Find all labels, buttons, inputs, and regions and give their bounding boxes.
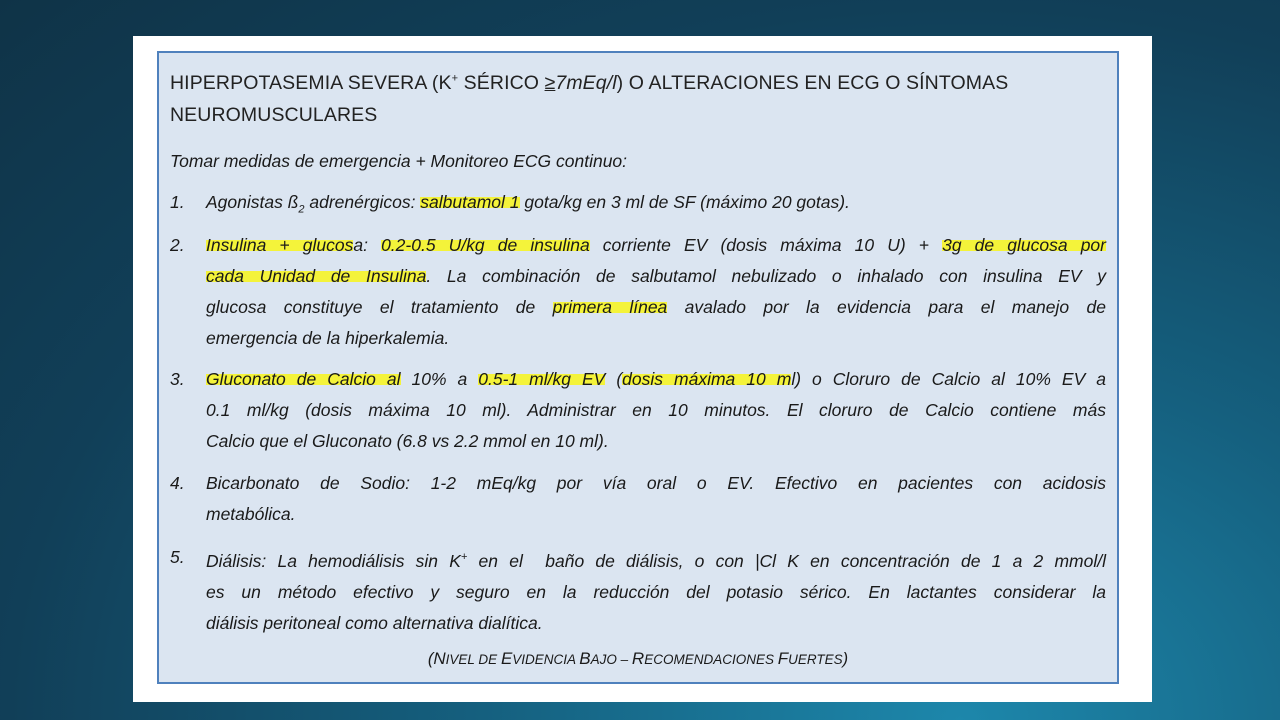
item-number: 2. (170, 235, 185, 255)
item-body (206, 364, 1106, 457)
intro-text: Tomar medidas de emergencia + Monitoreo ECG continuo: (170, 151, 628, 171)
item-number: 1. (170, 192, 185, 212)
heading-text: ) O ALTERACIONES EN ECG O SÍNTOMAS (616, 72, 1009, 94)
footer-text: VIDENCIA (512, 652, 580, 667)
item-text: 0.1 ml/kg (dosis máxima 10 ml). Administrar en 10 minutos. El cloruro de Calcio contiene más (206, 400, 1106, 420)
highlighted-text: cada Unidad de Insulina (206, 266, 427, 286)
item-number: 3. (170, 369, 185, 389)
heading-text: SÉRICO (458, 72, 545, 94)
item-text: Agonistas ß (206, 192, 299, 212)
item-body (206, 468, 1106, 530)
item-sup: + (460, 551, 468, 563)
highlighted-text: primera línea (552, 297, 668, 317)
item-number: 4. (170, 473, 185, 493)
highlighted-text: 0.2-0.5 U/kg de insulina (381, 235, 590, 255)
item-text: a: (353, 235, 382, 255)
item-text: Bicarbonato de Sodio: 1-2 mEq/kg por vía oral o EV. Efectivo en pacientes con acidosis (206, 473, 1106, 493)
item-text: 10% a (400, 369, 479, 389)
highlighted-text: Insulina + glucos (206, 235, 354, 255)
footer-paren: ( (427, 650, 434, 668)
highlighted-text: 3g de glucosa por (942, 235, 1106, 255)
list-item (170, 364, 1106, 457)
item-text: gota/kg en 3 ml de SF (máximo 20 gotas). (519, 192, 850, 212)
item-text: . La combinación de salbutamol nebulizado o inhalado con insulina EV y (426, 266, 1107, 286)
footer-text: AJO – (590, 652, 632, 667)
item-text: Diálisis: La hemodiálisis sin K (206, 550, 461, 571)
footer-text: UERTES (788, 652, 843, 667)
footer-text: N (433, 649, 446, 668)
item-number: 5. (170, 547, 185, 567)
footer-paren: ) (842, 650, 849, 668)
heading-sup: + (451, 72, 459, 85)
slide-card (133, 36, 1152, 702)
item-text: metabólica. (206, 504, 296, 524)
list-item (170, 187, 1106, 226)
heading-symbol: ≥ (544, 72, 556, 94)
highlighted-text: salbutamol 1 (420, 192, 520, 212)
item-text: l) o Cloruro de Calcio al 10% EV a (791, 369, 1106, 389)
item-body (206, 542, 1106, 639)
item-text: avalado por la evidencia para el manejo de (667, 297, 1106, 317)
highlighted-text: dosis máxima 10 m (622, 369, 792, 389)
item-text: diálisis peritoneal como alternativa dialítica. (206, 612, 543, 633)
item-text: emergencia de la hiperkalemia. (206, 328, 450, 348)
evidence-level-note (159, 646, 1117, 673)
guideline-box (157, 51, 1119, 684)
heading-text: HIPERPOTASEMIA SEVERA (K (170, 72, 452, 94)
heading-value: 7mEq/l (555, 72, 617, 94)
item-text: corriente EV (dosis máxima 10 U) + (589, 235, 943, 255)
item-text: ( (605, 369, 623, 389)
footer-text: F (777, 649, 789, 668)
item-text: es un método efectivo y seguro en la reducción del potasio sérico. En lactantes considerar la (206, 581, 1106, 602)
item-text: adrenérgicos: (304, 192, 421, 212)
item-text: Calcio que el Gluconato (6.8 vs 2.2 mmol en 10 ml). (206, 431, 609, 451)
item-text: glucosa constituye el tratamiento de (206, 297, 553, 317)
list-item (170, 542, 1106, 639)
footer-text: IVEL DE (445, 652, 501, 667)
item-sub: 2 (298, 203, 305, 216)
highlighted-text: 0.5-1 ml/kg EV (478, 369, 606, 389)
footer-text: ECOMENDACIONES (644, 652, 778, 667)
list-item (170, 230, 1106, 354)
item-body (206, 230, 1106, 354)
item-body (206, 187, 1106, 226)
highlighted-text: Gluconato de Calcio al (206, 369, 401, 389)
footer-text: R (631, 649, 645, 668)
footer-text: B (579, 649, 591, 668)
heading-text: NEUROMUSCULARES (170, 104, 378, 126)
list-item (170, 468, 1106, 530)
footer-text: E (500, 649, 513, 668)
section-heading (170, 67, 1115, 131)
item-text: en el baño de diálisis, o con |Cl K en concentración de 1 a 2 mmol/l (467, 550, 1106, 571)
